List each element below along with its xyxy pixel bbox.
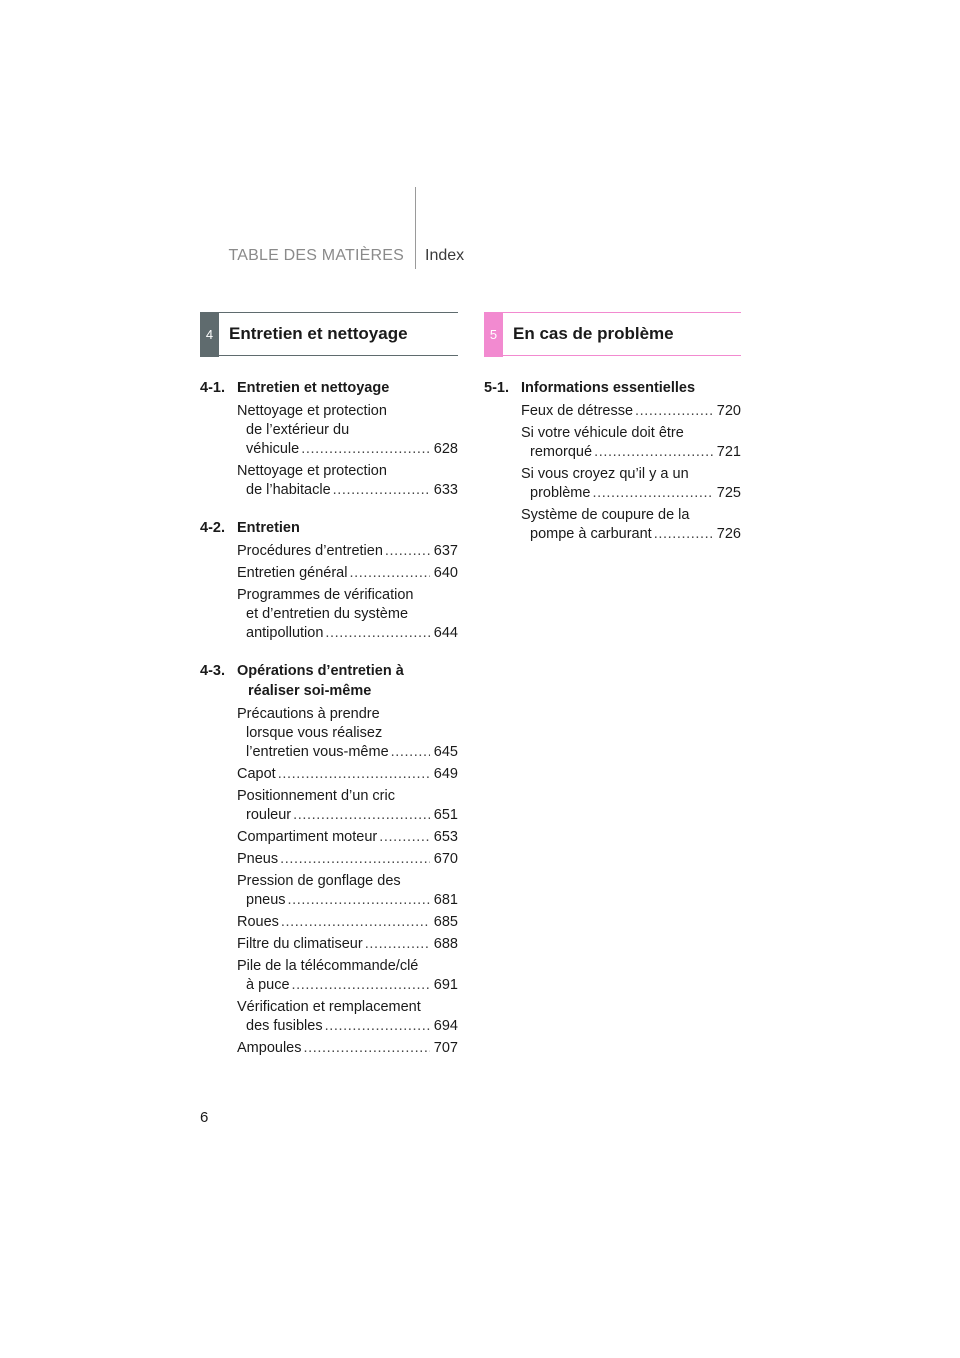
page-number: 6: [200, 1109, 209, 1126]
entry-text-line: Pile de la télécommande/clé: [237, 958, 419, 974]
entry-text-line: à puce: [246, 977, 290, 993]
entry-text-line: Système de coupure de la: [521, 507, 690, 523]
entry-text-line: pneus: [246, 892, 286, 908]
toc-entry[interactable]: [237, 850, 458, 869]
entry-text-line: de l’habitacle: [246, 482, 331, 498]
entry-page-number: 653: [433, 829, 458, 845]
toc-section: [200, 518, 458, 643]
entry-page-number: 721: [716, 444, 741, 460]
section-title: [237, 378, 458, 398]
entry-text-line: Filtre du climatiseur: [237, 936, 363, 952]
section-title-line: réaliser soi-même: [248, 683, 372, 699]
section-list: [484, 378, 741, 544]
toc-entry[interactable]: [237, 998, 458, 1036]
section-title: [237, 661, 458, 701]
dot-leader: [280, 850, 430, 869]
dot-leader: [325, 1017, 430, 1036]
entry-text-line: Compartiment moteur: [237, 829, 378, 845]
dot-leader: [281, 913, 430, 932]
section-list: [200, 378, 458, 1058]
toc-section: [200, 661, 458, 1058]
dot-leader: [301, 440, 430, 459]
dot-leader: [592, 484, 712, 503]
entry-text-line: Pneus: [237, 851, 279, 867]
entry-page-number: 726: [716, 526, 741, 542]
chapter-title: Entretien et nettoyage: [229, 324, 408, 343]
entry-page-number: 685: [433, 914, 458, 930]
entry-text-line: Programmes de vérification: [237, 587, 414, 603]
section-number: 4-2.: [200, 520, 225, 536]
toc-section: [200, 378, 458, 500]
chapter-header: [484, 312, 741, 356]
entry-text-line: antipollution: [246, 625, 324, 641]
section-title-line: Informations essentielles: [521, 380, 696, 396]
chapter-tab[interactable]: 4: [200, 312, 219, 357]
toc-entry[interactable]: [237, 957, 458, 995]
header-top-rule: [200, 312, 458, 313]
entry-page-number: 628: [433, 441, 458, 457]
entry-text-line: Si votre véhicule doit être: [521, 425, 684, 441]
entry-text-line: Feux de détresse: [521, 403, 634, 419]
dot-leader: [391, 743, 430, 762]
entry-text-line: de l’extérieur du: [246, 422, 350, 438]
dot-leader: [365, 935, 430, 954]
toc-entry[interactable]: [237, 402, 458, 459]
entry-text-line: Vérification et remplacement: [237, 999, 421, 1015]
toc-entry[interactable]: [521, 465, 741, 503]
entry-text-line: l’entretien vous-même: [246, 744, 389, 760]
entry-text-line: et d’entretien du système: [246, 606, 409, 622]
dot-leader: [278, 765, 430, 784]
entry-page-number: 651: [433, 807, 458, 823]
dot-leader: [292, 976, 430, 995]
section-title-line: Opérations d’entretien à: [237, 663, 404, 679]
toc-entry[interactable]: [237, 586, 458, 643]
toc-entry[interactable]: [237, 765, 458, 784]
section-number: 4-1.: [200, 380, 225, 396]
index-link[interactable]: Index: [425, 247, 465, 264]
toc-section: [484, 378, 741, 544]
entry-page-number: 688: [433, 936, 458, 952]
toc-entry[interactable]: [237, 872, 458, 910]
entry-text-line: Nettoyage et protection: [237, 403, 387, 419]
entry-text-line: pompe à carburant: [530, 526, 652, 542]
entry-page-number: 720: [716, 403, 741, 419]
toc-entry[interactable]: [237, 1039, 458, 1058]
entry-text-line: rouleur: [246, 807, 292, 823]
dot-leader: [635, 402, 713, 421]
dot-leader: [325, 624, 429, 643]
dot-leader: [303, 1039, 429, 1058]
entry-page-number: 649: [433, 766, 458, 782]
entry-text-line: Entretien général: [237, 565, 348, 581]
entry-text-line: véhicule: [246, 441, 300, 457]
dot-leader: [333, 481, 430, 500]
dot-leader: [288, 891, 430, 910]
section-title-line: Entretien et nettoyage: [237, 380, 390, 396]
entry-page-number: 707: [433, 1040, 458, 1056]
chapter-column-5: [484, 312, 741, 562]
dot-leader: [293, 806, 430, 825]
header-bottom-rule: [484, 355, 741, 356]
entry-text-line: Roues: [237, 914, 279, 930]
entry-text-line: problème: [530, 485, 591, 501]
entry-text-line: Capot: [237, 766, 276, 782]
entry-text-line: Nettoyage et protection: [237, 463, 387, 479]
section-heading[interactable]: [200, 661, 458, 701]
header-top-rule: [484, 312, 741, 313]
chapter-header: [200, 312, 458, 356]
toc-entry[interactable]: [237, 564, 458, 583]
entry-page-number: 640: [433, 565, 458, 581]
entry-page-number: 637: [433, 543, 458, 559]
entry-page-number: 633: [433, 482, 458, 498]
section-heading[interactable]: [200, 518, 458, 538]
section-number: 5-1.: [484, 380, 509, 396]
toc-entry[interactable]: [237, 705, 458, 762]
section-number: 4-3.: [200, 663, 225, 679]
top-navigation: [0, 0, 960, 280]
chapter-title: En cas de problème: [513, 324, 674, 343]
toc-entry[interactable]: [237, 913, 458, 932]
entry-page-number: 670: [433, 851, 458, 867]
section-title: [521, 378, 741, 398]
toc-entry[interactable]: [521, 402, 741, 421]
entry-page-number: 645: [433, 744, 458, 760]
dot-leader: [385, 542, 430, 561]
entry-page-number: 694: [433, 1018, 458, 1034]
entry-page-number: 681: [433, 892, 458, 908]
toc-link[interactable]: TABLE DES MATIÈRES: [228, 247, 404, 264]
header-bottom-rule: [200, 355, 458, 356]
nav-divider: [415, 187, 416, 269]
dot-leader: [349, 564, 429, 583]
section-title: [237, 518, 458, 538]
entry-text-line: Pression de gonflage des: [237, 873, 401, 889]
dot-leader: [594, 443, 713, 462]
toc-entry[interactable]: [237, 787, 458, 825]
chapter-tab[interactable]: 5: [484, 312, 503, 357]
section-heading[interactable]: [484, 378, 741, 398]
chapter-column-4: [200, 312, 458, 1076]
dot-leader: [654, 525, 713, 544]
entry-text-line: Procédures d’entretien: [237, 543, 383, 559]
toc-entry[interactable]: [521, 506, 741, 544]
toc-entry[interactable]: [237, 462, 458, 500]
toc-entry[interactable]: [521, 424, 741, 462]
entry-page-number: 644: [433, 625, 458, 641]
entry-text-line: Positionnement d’un cric: [237, 788, 395, 804]
entry-text-line: Précautions à prendre: [237, 706, 380, 722]
dot-leader: [379, 828, 430, 847]
entry-text-line: des fusibles: [246, 1018, 323, 1034]
toc-entry[interactable]: [237, 828, 458, 847]
entry-text-line: Ampoules: [237, 1040, 302, 1056]
toc-entry[interactable]: [237, 935, 458, 954]
entry-text-line: remorqué: [530, 444, 593, 460]
section-heading[interactable]: [200, 378, 458, 398]
toc-entry[interactable]: [237, 542, 458, 561]
entry-text-line: Si vous croyez qu’il y a un: [521, 466, 689, 482]
entry-text-line: lorsque vous réalisez: [246, 725, 383, 741]
entry-page-number: 691: [433, 977, 458, 993]
entry-page-number: 725: [716, 485, 741, 501]
section-title-line: Entretien: [237, 520, 300, 536]
